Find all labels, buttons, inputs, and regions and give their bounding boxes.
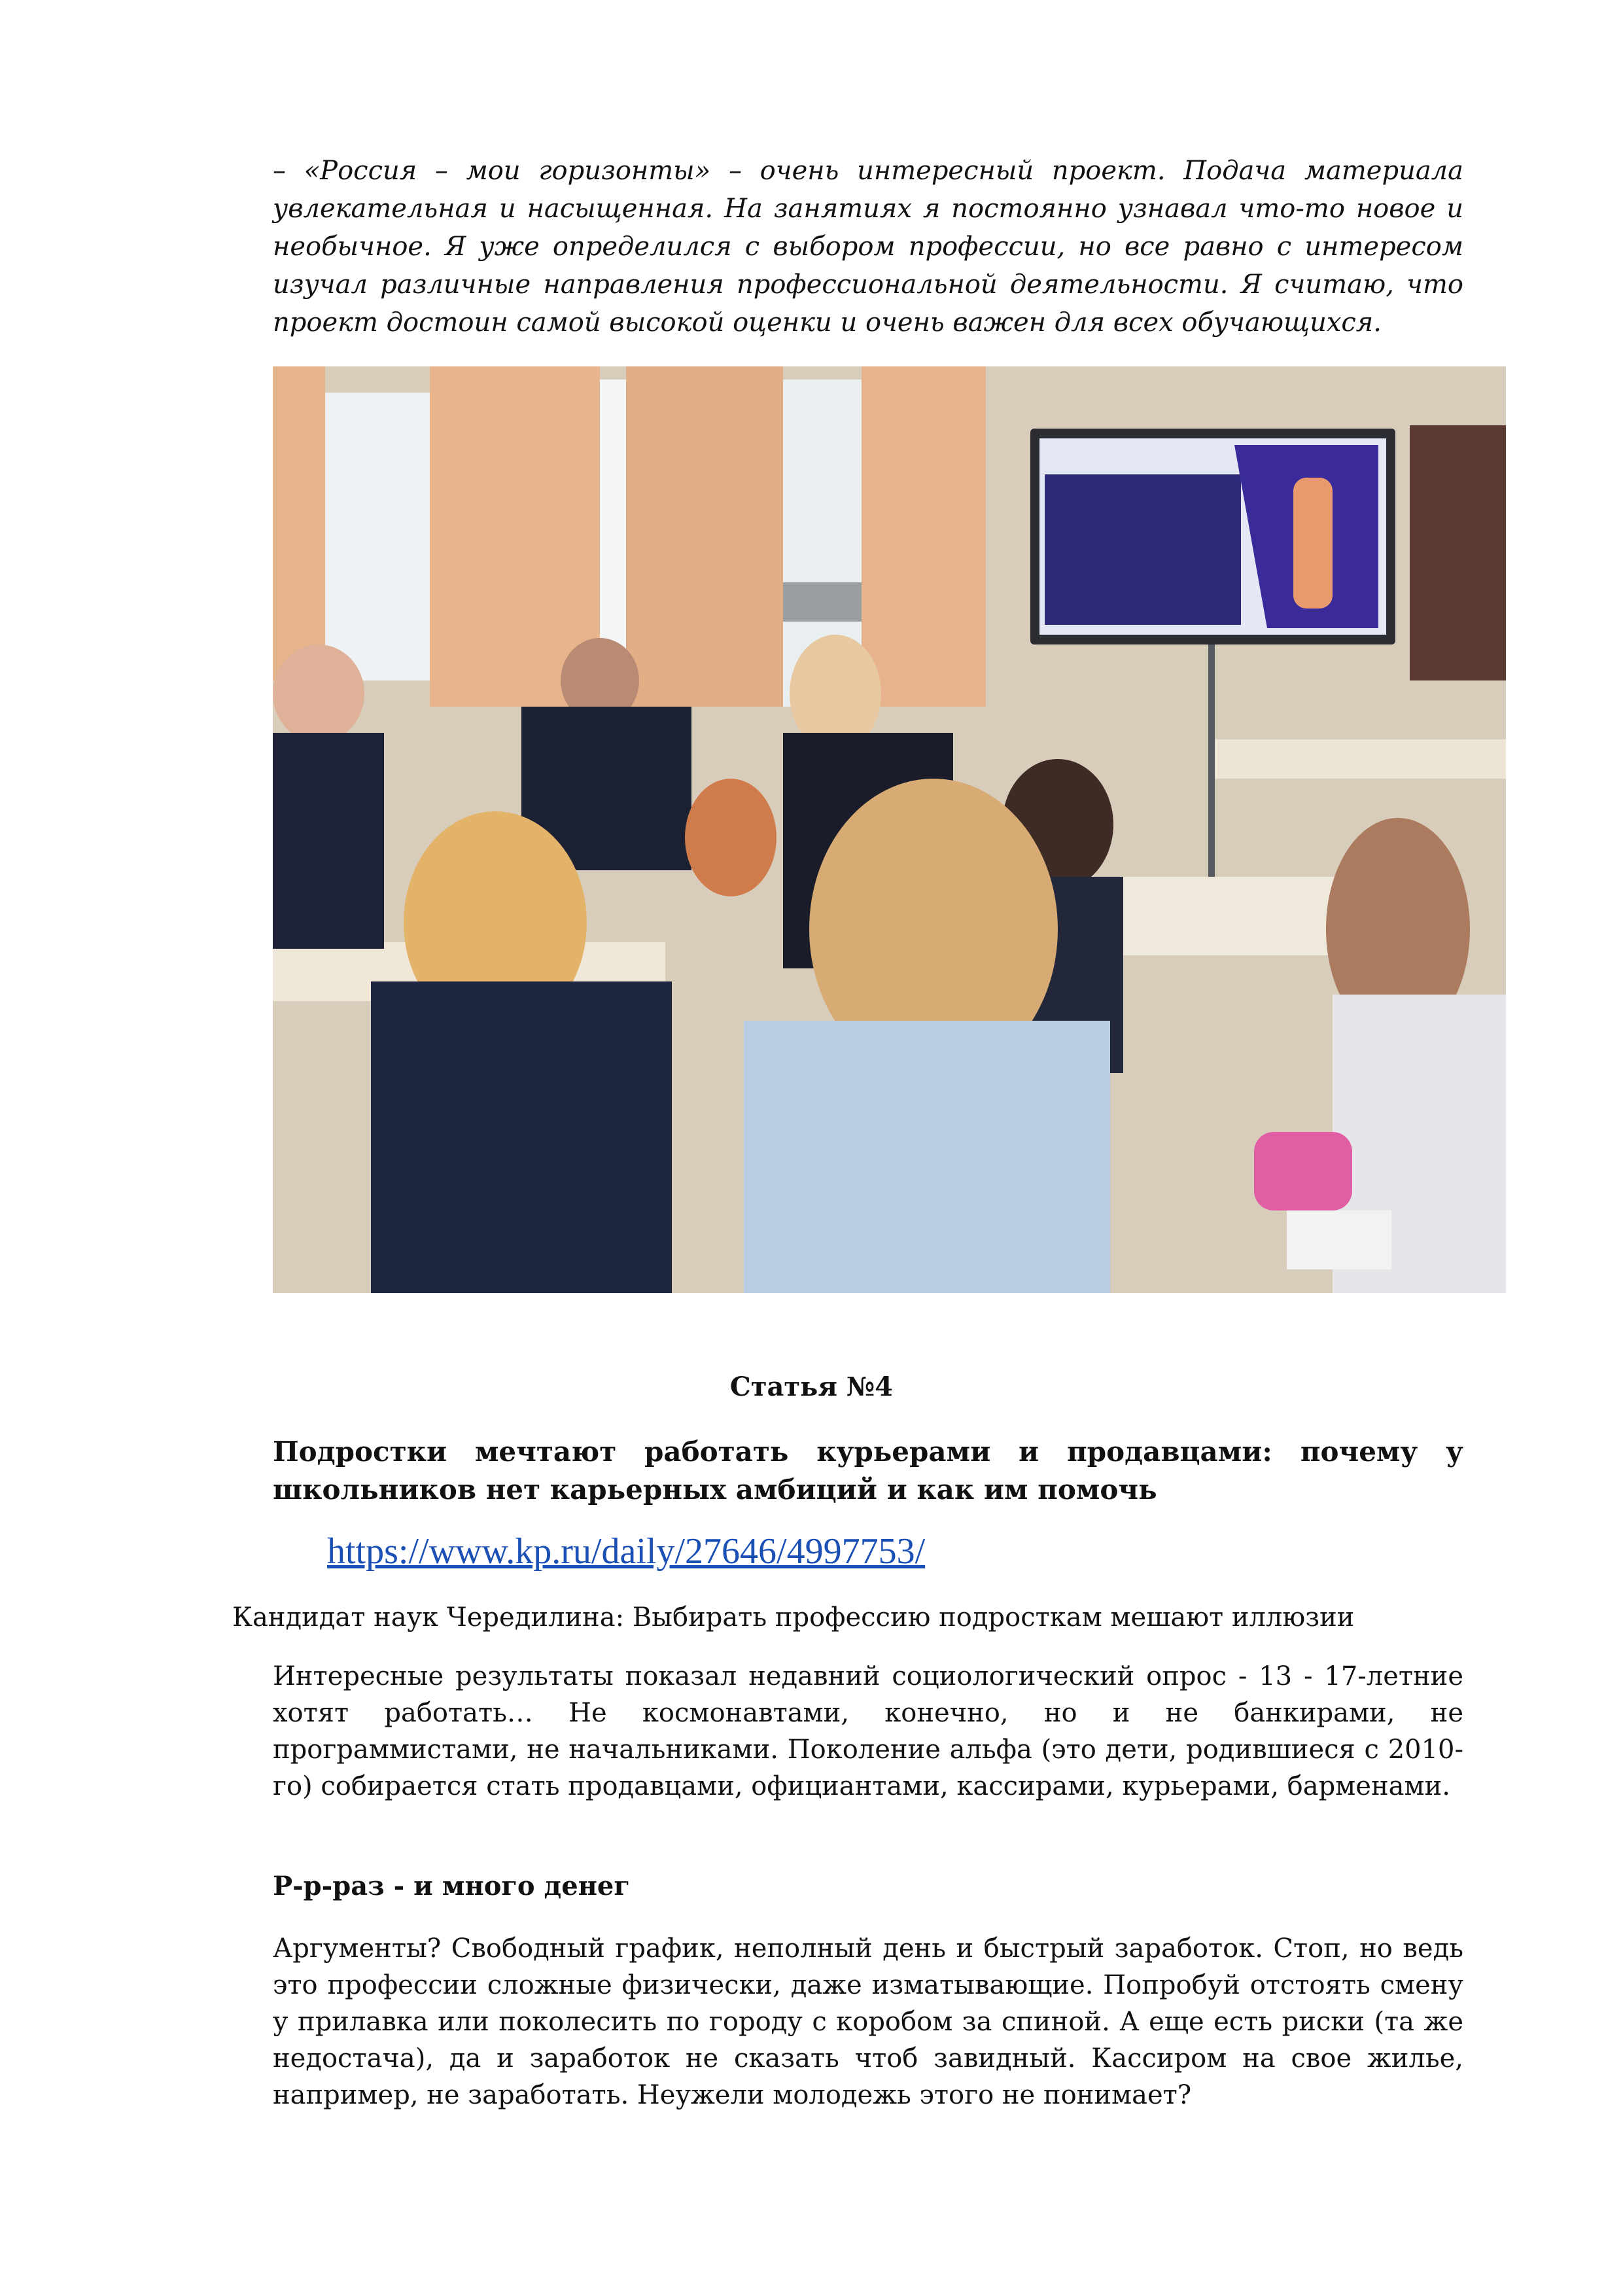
student-quote: – «Россия – мои горизонты» – очень интересный проект. Подача материала увлекательная и насыщенная. На занятиях я постоянно узнавал что-то новое и необычное. Я уже определился с выбором профессии, но все равно с интересом изучал различные направления профессиональной деятельности. Я считаю, что проект достоин самой высокой оценки и очень важен для всех обучающихся. <box>273 156 1463 338</box>
paragraph-arguments: Аргументы? Свободный график, неполный день и быстрый заработок. Стоп, но ведь это профессии сложные физически, даже изматывающие. Попробуй отстоять смену у прилавка или поколесить по городу с коробом за спиной. А еще есть риски (та же недостача), да и заработок не сказать чтоб завидный. Кассиром на свое жилье, например, не заработать. Неужели молодежь этого не понимает? <box>273 1934 1463 2110</box>
classroom-photo <box>273 366 1506 1293</box>
paragraph-intro: Интересные результаты показал недавний социологический опрос - 13 - 17-летние хотят работать… Не космонавтами, конечно, но и не банкирами, не программистами, не начальниками. Поколение альфа (это дети, родившиеся с 2010-го) собирается стать продавцами, официантами, кассирами, курьерами, барменами. <box>273 1661 1463 1801</box>
article-subtitle: Кандидат наук Чередилина: Выбирать профессию подросткам мешают иллюзии <box>232 1602 1355 1633</box>
article-link[interactable]: https://www.kp.ru/daily/27646/4997753/ <box>327 1531 926 1572</box>
section-heading: Р-р-раз - и много денег <box>273 1871 630 1901</box>
article-headline: Подростки мечтают работать курьерами и продавцами: почему у школьников нет карьерных амбиций и как им помочь <box>273 1436 1463 1506</box>
article-number: Статья №4 <box>729 1371 894 1402</box>
